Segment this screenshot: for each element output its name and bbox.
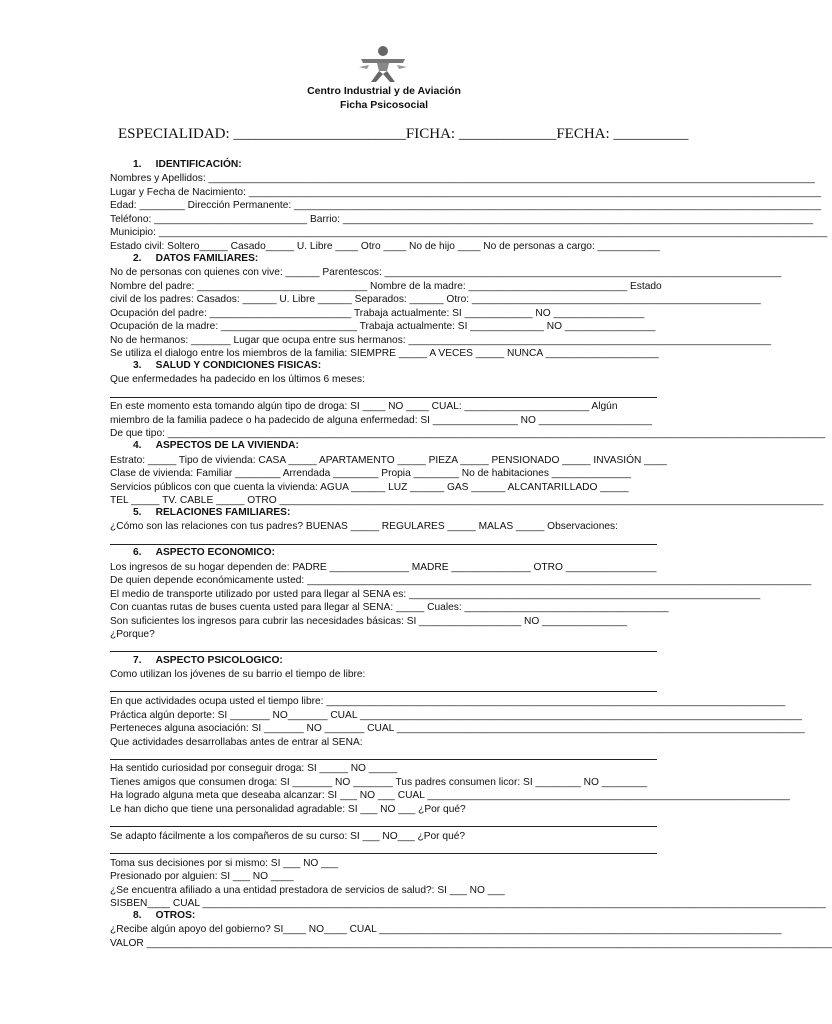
field-decisiones[interactable]: Toma sus decisiones por si mismo: SI ___ NO ___	[110, 858, 339, 869]
field-rutas[interactable]: Con cuantas rutas de buses cuenta usted para llegar al SENA: _____ Cuales: ____________________________________	[110, 602, 669, 613]
section-salud: 3. SALUD Y CONDICIONES FISICAS:	[133, 360, 322, 371]
field-meta[interactable]: Ha logrado alguna meta que deseaba alcanzar: SI ___ NO ___ CUAL ________________________________________________________________	[110, 790, 790, 801]
field-deporte[interactable]: Práctica algún deporte: SI _______ NO_______ CUAL ______________________________________________________________________________	[110, 710, 802, 721]
field-estrato[interactable]: Estrato: _____ Tipo de vivienda: CASA _____ APARTAMENTO _____ PIEZA _____ PENSIONADO _____ INVASIÓN ____	[110, 455, 667, 466]
field-servicios[interactable]: Servicios públicos con que cuenta la vivienda: AGUA ______ LUZ ______ GAS ______ ALCANTARILLADO _____	[110, 482, 629, 493]
field-tiempo-libre-barrio: Como utilizan los jóvenes de su barrio el tiempo de libre:	[110, 669, 366, 680]
field-depende[interactable]: De quien depende económicamente usted: _________________________________________________________________________________________	[110, 575, 812, 586]
field-amigos-droga[interactable]: Tienes amigos que consumen droga: SI _______ NO _______ Tus padres consumen licor: SI ________ NO ________	[110, 777, 648, 788]
section-relaciones: 5. RELACIONES FAMILIARES:	[133, 507, 291, 518]
field-sisben[interactable]: SISBEN____ CUAL ______________________________________________________________________________________________________________	[110, 898, 826, 909]
field-ingresos[interactable]: Los ingresos de su hogar dependen de: PADRE ______________ MADRE ______________ OTRO ________________	[110, 562, 657, 573]
sena-logo-icon	[357, 45, 409, 83]
field-tel-cable[interactable]: TEL _____ TV. CABLE _____ OTRO ________________________________________________________________________________________________	[110, 495, 824, 506]
document-title: Ficha Psicosocial	[339, 99, 429, 111]
field-relaciones-padres[interactable]: ¿Cómo son las relaciones con tus padres? BUENAS _____ REGULARES _____ MALAS _____ Observaciones:	[110, 521, 618, 532]
section-datos-familiares: 2. DATOS FAMILIARES:	[133, 253, 259, 264]
field-personas-vive[interactable]: No de personas con quienes con vive: ______ Parentescos: ______________________________________________________________________	[110, 267, 782, 278]
institution-name: Centro Industrial y de Aviación	[307, 85, 461, 97]
field-ocupacion-padre[interactable]: Ocupación del padre: _________________________ Trabaja actualmente: SI ____________ NO ________________	[110, 308, 645, 319]
field-estado-civil[interactable]: Estado civil: Soltero_____ Casado_____ U. Libre ____ Otro ____ No de hijo ____ No de personas a cargo: ___________	[110, 241, 660, 252]
answer-line[interactable]	[110, 651, 657, 652]
answer-line[interactable]	[110, 544, 657, 545]
answer-line[interactable]	[110, 853, 657, 854]
field-municipio[interactable]: Municipio: ______________________________________________________________________________________________________________________	[110, 227, 828, 238]
field-nombre-padres[interactable]: Nombre del padre: ______________________________ Nombre de la madre: ____________________________ Estado	[110, 281, 662, 292]
section-identificacion: 1. IDENTIFICACIÓN:	[133, 159, 242, 170]
field-curiosidad-droga[interactable]: Ha sentido curiosidad por conseguir droga: SI _____ NO _____	[110, 763, 398, 774]
field-enfermedades-label: Que enfermedades ha padecido en los últimos 6 meses:	[110, 374, 365, 385]
field-nombres[interactable]: Nombres y Apellidos: ___________________________________________________________________________________________________________	[110, 173, 815, 184]
field-apoyo-gobierno[interactable]: ¿Recibe algún apoyo del gobierno? SI____ NO____ CUAL _______________________________________________________________________	[110, 924, 782, 935]
field-lugar-fecha[interactable]: Lugar y Fecha de Nacimiento: _____________________________________________________________________________________________________	[110, 187, 821, 198]
field-porque-label: ¿Porque?	[110, 629, 155, 640]
field-ocupacion-madre[interactable]: Ocupación de la madre: ________________________ Trabaja actualmente: SI _____________ NO ________________	[110, 321, 656, 332]
field-dialogo[interactable]: Se utiliza el dialogo entre los miembros de la familia: SIEMPRE _____ A VECES _____ NUNCA ____________________	[110, 348, 659, 359]
answer-line[interactable]	[110, 759, 657, 760]
field-hermanos[interactable]: No de hermanos: _______ Lugar que ocupa entre sus hermanos: ________________________________________________________________	[110, 335, 772, 346]
field-transporte[interactable]: El medio de transporte utilizado por usted para llegar al SENA es: ______________________________________________________________	[110, 589, 761, 600]
field-clase-vivienda[interactable]: Clase de vivienda: Familiar ________ Arrendada ________ Propia ________ No de habitaciones ______________	[110, 468, 632, 479]
field-actividades[interactable]: En que actividades ocupa usted el tiempo libre: _________________________________________________________________________________	[110, 696, 786, 707]
section-otros: 8. OTROS:	[133, 910, 196, 921]
answer-line[interactable]	[110, 691, 657, 692]
field-suficientes[interactable]: Son suficientes los ingresos para cubrir las necesidades básicas: SI __________________ NO _______________	[110, 616, 628, 627]
section-vivienda: 4. ASPECTOS DE LA VIVIENDA:	[133, 440, 299, 451]
field-estado-civil-padres[interactable]: civil de los padres: Casados: ______ U. Libre ______ Separados: ______ Otro: ___________________________________________________	[110, 294, 761, 305]
field-asociacion[interactable]: Perteneces alguna asociación: SI _______ NO _______ CUAL ________________________________________________________________________	[110, 723, 805, 734]
section-economico: 6. ASPECTO ECONOMICO:	[133, 547, 275, 558]
field-edad-direccion[interactable]: Edad: ________ Dirección Permanente: _____________________________________________________________________________________________	[110, 200, 821, 211]
field-droga[interactable]: En este momento esta tomando algún tipo de droga: SI ____ NO ____ CUAL: ______________________ Algún	[110, 401, 618, 412]
section-psicologico: 7. ASPECTO PSICOLOGICO:	[133, 655, 283, 666]
field-enfermedad-familia[interactable]: miembro de la familia padece o ha padecido de alguna enfermedad: SI _______________ NO ____________________	[110, 415, 653, 426]
field-presionado[interactable]: Presionado por alguien: SI ___ NO ____	[110, 871, 294, 882]
field-que-tipo[interactable]: De que tipo: ____________________________________________________________________________________________________________________	[110, 428, 826, 439]
answer-line[interactable]	[110, 397, 657, 398]
field-adapto[interactable]: Se adapto fácilmente a los compañeros de su curso: SI ___ NO___ ¿Por qué?	[110, 831, 466, 842]
answer-line[interactable]	[110, 826, 657, 827]
field-actividades-antes: Que actividades desarrollabas antes de entrar al SENA:	[110, 737, 363, 748]
field-personalidad[interactable]: Le han dicho que tiene una personalidad agradable: SI ___ NO ___ ¿Por qué?	[110, 804, 466, 815]
specialty-line: ESPECIALIDAD: _______________________FICHA: _____________FECHA: __________	[118, 126, 689, 142]
field-telefono-barrio[interactable]: Teléfono: ___________________________ Barrio: ___________________________________________________________________________________	[110, 214, 814, 225]
field-afiliado[interactable]: ¿Se encuentra afiliado a una entidad prestadora de servicios de salud?: SI ___ NO ___	[110, 885, 505, 896]
field-valor[interactable]: VALOR _________________________________________________________________________________________________________________________	[110, 938, 832, 949]
